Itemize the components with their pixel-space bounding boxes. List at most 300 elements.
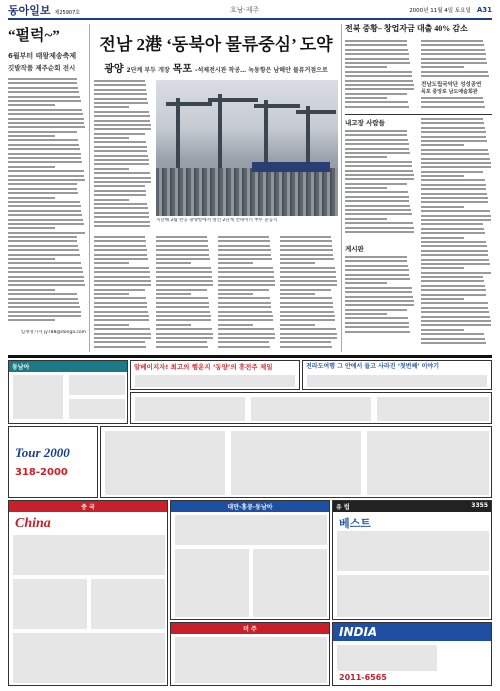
subhead-2-lead: 목포 xyxy=(172,64,192,75)
text-line xyxy=(345,196,409,198)
main-body-column xyxy=(156,236,214,352)
bottom-phone: 2011-6565 xyxy=(339,673,387,682)
text-line xyxy=(8,258,55,260)
text-line xyxy=(94,177,151,179)
text-line xyxy=(345,209,411,211)
text-line xyxy=(421,267,464,269)
text-line xyxy=(94,133,145,135)
subhead-1-lead: 광양 xyxy=(104,64,124,75)
text-line xyxy=(8,219,83,221)
text-line xyxy=(345,71,412,73)
text-line xyxy=(94,271,150,273)
text-line xyxy=(94,199,129,201)
text-line xyxy=(8,280,84,282)
edition-number: 제25907호 xyxy=(54,10,81,16)
text-line xyxy=(94,245,146,247)
text-line xyxy=(8,240,77,242)
people-box xyxy=(345,118,415,352)
text-line xyxy=(94,124,151,126)
text-line xyxy=(421,298,464,300)
text-line xyxy=(156,297,208,299)
text-line xyxy=(345,331,410,333)
europe-brand: 베스트 xyxy=(339,517,371,530)
text-line xyxy=(345,218,387,220)
right-column xyxy=(345,24,492,352)
text-line xyxy=(8,175,84,177)
text-line xyxy=(280,346,332,348)
text-line xyxy=(280,328,336,330)
text-line xyxy=(345,269,409,271)
text-line xyxy=(345,317,408,319)
text-line xyxy=(156,258,210,260)
text-line xyxy=(156,254,209,256)
text-line xyxy=(94,128,151,130)
text-line xyxy=(218,311,272,313)
text-line xyxy=(280,341,331,343)
text-line xyxy=(421,166,491,168)
text-line xyxy=(94,216,149,218)
text-line xyxy=(94,141,146,143)
text-line xyxy=(94,306,147,308)
text-line xyxy=(280,289,331,291)
main-story xyxy=(94,24,338,352)
text-line xyxy=(156,240,208,242)
text-line xyxy=(8,153,81,155)
text-line xyxy=(8,315,81,317)
text-line xyxy=(156,267,211,269)
text-line xyxy=(156,306,209,308)
ad-india[interactable] xyxy=(332,622,492,686)
text-line xyxy=(8,188,77,190)
text-line xyxy=(280,245,332,247)
left-story xyxy=(8,24,86,352)
text-line xyxy=(345,40,407,42)
text-line xyxy=(421,254,488,256)
text-line xyxy=(345,174,414,176)
text-line xyxy=(8,82,77,84)
ad-southeast-header: 동남아 xyxy=(9,361,127,372)
text-line xyxy=(345,183,407,185)
text-line xyxy=(280,333,337,335)
text-line xyxy=(94,276,150,278)
text-line xyxy=(345,53,409,55)
main-body-lower xyxy=(94,236,338,352)
text-line xyxy=(8,254,80,256)
text-line xyxy=(8,96,80,98)
section-name: 호남·제주 xyxy=(230,6,260,14)
text-line xyxy=(218,280,275,282)
text-line xyxy=(421,122,484,124)
text-line xyxy=(94,115,150,117)
text-line xyxy=(94,89,146,91)
text-line xyxy=(8,210,81,212)
text-line xyxy=(8,227,55,229)
text-line xyxy=(8,197,55,199)
ad-taiwan-header: 대만·홍콩·동남아 xyxy=(171,501,329,512)
text-line xyxy=(345,106,409,108)
text-line xyxy=(280,271,336,273)
text-line xyxy=(8,271,83,273)
main-body-column xyxy=(218,236,276,352)
text-line xyxy=(218,267,273,269)
text-line xyxy=(280,254,333,256)
right-second-story xyxy=(421,40,492,110)
ad-strip-2[interactable] xyxy=(302,360,492,390)
text-line xyxy=(345,296,413,298)
text-line xyxy=(8,302,79,304)
text-line xyxy=(421,329,464,331)
text-line xyxy=(345,101,408,103)
text-line xyxy=(94,240,146,242)
ad-tour2000[interactable] xyxy=(8,426,98,498)
text-line xyxy=(8,78,77,80)
text-line xyxy=(218,249,271,251)
text-line xyxy=(156,284,213,286)
page-number: A31 xyxy=(476,6,492,14)
text-line xyxy=(421,49,485,51)
text-line xyxy=(421,289,486,291)
text-line xyxy=(345,322,409,324)
right-body-a xyxy=(345,40,415,110)
text-line xyxy=(8,126,85,128)
text-line xyxy=(345,227,414,229)
text-line xyxy=(94,297,146,299)
right-second-headline-1: 전남도립국악단 성성공연 xyxy=(421,82,482,88)
text-line xyxy=(8,144,79,146)
text-line xyxy=(8,236,77,238)
text-line xyxy=(218,276,274,278)
text-line xyxy=(345,148,409,150)
text-line xyxy=(94,163,149,165)
text-line xyxy=(8,183,77,185)
text-line xyxy=(421,140,487,142)
text-line xyxy=(94,225,150,227)
text-line xyxy=(218,319,273,321)
text-line xyxy=(94,315,149,317)
left-subhead-2: 깃발작품 제주순회 전시 xyxy=(8,64,76,72)
text-line xyxy=(421,66,464,68)
text-line xyxy=(156,236,207,238)
text-line xyxy=(94,249,147,251)
text-line xyxy=(280,258,334,260)
text-line xyxy=(94,98,147,100)
right-headline: 전북 중황– 창업자금 대출 40% 감소 xyxy=(345,24,468,33)
text-line xyxy=(8,311,81,313)
text-line xyxy=(94,280,151,282)
text-line xyxy=(8,319,55,321)
text-line xyxy=(8,157,81,159)
text-line xyxy=(345,256,407,258)
text-line xyxy=(345,274,409,276)
text-line xyxy=(8,135,55,137)
ad-china[interactable] xyxy=(8,500,168,686)
text-line xyxy=(8,306,80,308)
text-line xyxy=(8,100,81,102)
text-line xyxy=(218,254,271,256)
text-line xyxy=(421,149,488,151)
text-line xyxy=(345,161,412,163)
text-line xyxy=(345,93,407,95)
text-line xyxy=(156,289,207,291)
text-line xyxy=(94,328,150,330)
text-line xyxy=(94,236,145,238)
text-line xyxy=(345,205,410,207)
text-line xyxy=(280,306,333,308)
text-line xyxy=(345,278,410,280)
text-line xyxy=(218,333,275,335)
text-line xyxy=(94,181,151,183)
text-line xyxy=(421,62,487,64)
text-line xyxy=(345,304,414,306)
text-line xyxy=(156,302,209,304)
text-line xyxy=(8,249,79,251)
text-line xyxy=(8,122,84,124)
text-line xyxy=(8,201,80,203)
text-line xyxy=(8,148,80,150)
text-line xyxy=(94,333,151,335)
text-line xyxy=(94,111,149,113)
text-line xyxy=(345,130,407,132)
text-line xyxy=(280,311,334,313)
text-line xyxy=(8,87,78,89)
right-second-headline-2: 목포 중앙로 남도예술회관 xyxy=(421,89,478,95)
text-line xyxy=(8,214,82,216)
text-line xyxy=(94,258,148,260)
text-line xyxy=(8,170,84,172)
text-line xyxy=(8,131,77,133)
text-line xyxy=(421,40,483,42)
text-line xyxy=(218,297,270,299)
text-line xyxy=(421,179,485,181)
text-line xyxy=(421,106,485,108)
text-line xyxy=(345,187,387,189)
port-photo xyxy=(156,80,338,216)
text-line xyxy=(421,171,483,173)
text-line xyxy=(421,333,484,335)
text-line xyxy=(421,232,485,234)
text-line xyxy=(218,284,275,286)
text-line xyxy=(8,166,55,168)
ad-taiwan[interactable] xyxy=(170,500,330,620)
main-headline: 전남 2港 ‘동북아 물류중심’ 도약 xyxy=(99,35,333,54)
text-line xyxy=(421,263,490,265)
text-line xyxy=(94,168,129,170)
text-line xyxy=(8,192,78,194)
text-line xyxy=(94,319,149,321)
subhead-1-text: 2단계 부두 개장 xyxy=(126,67,170,74)
text-line xyxy=(421,127,485,129)
text-line xyxy=(345,222,413,224)
text-line xyxy=(280,284,337,286)
text-line xyxy=(421,302,488,304)
text-line xyxy=(345,84,414,86)
text-line xyxy=(156,311,210,313)
tour-phone: 318-2000 xyxy=(15,467,68,478)
ad-row-2[interactable] xyxy=(130,392,492,424)
main-body-col-1 xyxy=(94,80,152,230)
text-line xyxy=(94,185,145,187)
text-line xyxy=(94,106,129,108)
text-line xyxy=(218,315,273,317)
text-line xyxy=(156,276,212,278)
text-line xyxy=(421,311,489,313)
text-line xyxy=(94,302,147,304)
text-line xyxy=(156,262,191,264)
ad-europe-header: 유 럽 xyxy=(336,504,350,511)
text-line xyxy=(94,254,147,256)
text-line xyxy=(421,58,486,60)
text-line xyxy=(94,190,146,192)
text-line xyxy=(421,197,488,199)
ad-america-header: 미 주 xyxy=(171,623,329,634)
text-line xyxy=(421,237,464,239)
text-line xyxy=(156,333,213,335)
tour-logo: Tour 2000 xyxy=(15,445,70,460)
text-line xyxy=(218,328,274,330)
text-line xyxy=(421,272,491,274)
text-line xyxy=(8,118,84,120)
text-line xyxy=(8,104,55,106)
text-line xyxy=(8,179,85,181)
text-line xyxy=(8,262,81,264)
text-line xyxy=(8,267,82,269)
text-line xyxy=(421,144,464,146)
text-line xyxy=(218,324,253,326)
text-line xyxy=(218,258,272,260)
text-line xyxy=(8,293,77,295)
text-line xyxy=(218,306,271,308)
text-line xyxy=(421,136,486,138)
left-byline: 임재영기자 jy788@donga.com xyxy=(20,330,86,335)
text-line xyxy=(421,241,486,243)
right-body-d xyxy=(421,118,492,352)
text-line xyxy=(218,346,270,348)
text-line xyxy=(94,172,150,174)
text-line xyxy=(94,84,146,86)
text-line xyxy=(345,139,408,141)
text-line xyxy=(345,165,412,167)
text-line xyxy=(94,289,145,291)
text-line xyxy=(345,178,414,180)
text-line xyxy=(345,80,413,82)
text-line xyxy=(94,293,129,295)
text-line xyxy=(421,118,483,120)
text-line xyxy=(8,298,78,300)
text-line xyxy=(421,276,483,278)
text-line xyxy=(345,75,412,77)
text-line xyxy=(345,191,408,193)
text-line xyxy=(280,315,335,317)
text-line xyxy=(94,207,148,209)
text-line xyxy=(421,188,486,190)
text-line xyxy=(345,200,409,202)
text-line xyxy=(94,221,150,223)
text-line xyxy=(218,289,269,291)
text-line xyxy=(345,66,387,68)
text-line xyxy=(94,341,145,343)
text-line xyxy=(156,271,212,273)
text-line xyxy=(421,223,483,225)
text-line xyxy=(421,307,488,309)
text-line xyxy=(94,212,149,214)
text-line xyxy=(218,245,270,247)
text-line xyxy=(156,324,191,326)
text-line xyxy=(421,210,490,212)
text-line xyxy=(94,203,147,205)
text-line xyxy=(156,245,208,247)
ad-southeast[interactable] xyxy=(8,360,128,424)
page-header xyxy=(8,2,492,20)
text-line xyxy=(8,232,85,234)
text-line xyxy=(345,156,387,158)
text-line xyxy=(8,113,83,115)
text-line xyxy=(421,175,464,177)
text-line xyxy=(156,293,191,295)
text-line xyxy=(345,88,414,90)
text-line xyxy=(345,287,412,289)
text-line xyxy=(280,280,337,282)
text-line xyxy=(421,131,486,133)
ad-america[interactable] xyxy=(170,622,330,686)
text-line xyxy=(345,170,413,172)
text-line xyxy=(94,346,146,348)
text-line xyxy=(345,313,387,315)
ad-china-header: 중 국 xyxy=(9,501,167,512)
text-line xyxy=(280,262,315,264)
text-line xyxy=(421,206,464,208)
subhead-2-text: -석제전시관 착공… 녹동항은 남해안 물류거점으로 xyxy=(195,67,328,74)
text-line xyxy=(280,236,331,238)
text-line xyxy=(218,236,269,238)
text-line xyxy=(94,150,147,152)
text-line xyxy=(8,276,84,278)
notice-title: 게시판 xyxy=(345,245,364,253)
text-line xyxy=(345,143,409,145)
text-line xyxy=(94,120,150,122)
text-line xyxy=(421,193,487,195)
text-line xyxy=(345,300,414,302)
main-body-column xyxy=(280,236,338,352)
text-line xyxy=(421,215,491,217)
text-line xyxy=(280,302,333,304)
text-line xyxy=(345,309,407,311)
ad-strip-1[interactable] xyxy=(130,360,300,390)
main-body-column xyxy=(94,236,152,352)
ad-row-3[interactable] xyxy=(100,426,492,498)
ad-europe[interactable] xyxy=(332,500,492,620)
text-line xyxy=(94,159,149,161)
text-line xyxy=(421,162,491,164)
text-line xyxy=(8,139,78,141)
text-line xyxy=(421,324,491,326)
text-line xyxy=(218,302,271,304)
text-line xyxy=(421,250,488,252)
text-line xyxy=(421,97,483,99)
text-line xyxy=(421,153,489,155)
text-line xyxy=(421,184,486,186)
text-line xyxy=(156,346,208,348)
text-line xyxy=(280,297,332,299)
text-line xyxy=(280,240,332,242)
text-line xyxy=(94,324,129,326)
ad-europe-phone: 3355 xyxy=(471,502,488,509)
text-line xyxy=(421,320,491,322)
text-line xyxy=(8,109,82,111)
text-line xyxy=(280,324,315,326)
text-line xyxy=(345,97,387,99)
text-line xyxy=(156,341,207,343)
left-headline: “펄럭~” xyxy=(8,28,60,44)
